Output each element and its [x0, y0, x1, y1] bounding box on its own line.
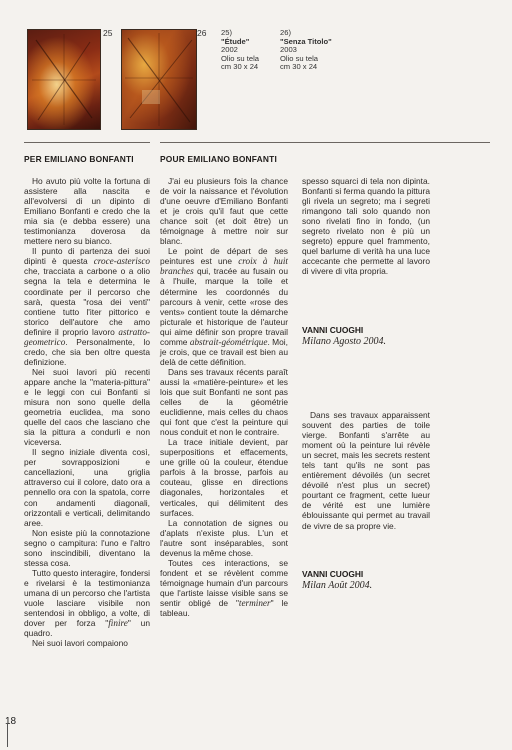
italian-emphasis: finire [108, 618, 128, 629]
french-paragraph: La connotation de signes ou d'aplats n'existe plus. L'un et l'autre sont inséparables, sont devenus la même chose. [160, 517, 288, 558]
rule-left [24, 142, 150, 143]
italian-paragraph [24, 568, 150, 638]
italian-continuation [302, 176, 430, 276]
italian-signature: VANNI CUOGHI [302, 325, 364, 335]
french-continuation-text: Dans ses travaux apparaissent souvent des parties de toile vierge. Bonfanti s'arrête au moment où la peinture lui révèle un secret, mais les secrets restent tels tant qu'ils ne sont pas entièrement dévoilés (un secret dévoilé n'est plus un secret) pourtant ce fragment, cette lueur de vérité est une lumière éblouissante qui permet au travail de vivre de sa propre vie. [302, 410, 430, 531]
italian-text: " un quadro. [24, 618, 150, 639]
page-number: 18 [5, 716, 17, 727]
italian-paragraph: Non esiste più la connotazione segno o campitura: l'uno e l'altro sono inscindibili, diventano la stessa cosa. [24, 527, 150, 568]
italian-signature-place: Milano Agosto 2004. [302, 336, 386, 347]
italian-emphasis: astratto-geometrico [24, 326, 150, 347]
italian-paragraph: Nei suoi lavori compaiono [32, 638, 128, 649]
french-text: Toutes ces interactions, se fondent et se révèlent comme témoignage humain d'un parcours que l'artiste laisse visible sans se sentir obligé de " [160, 557, 288, 608]
artwork-26-number: 26 [197, 28, 207, 38]
caption-number: 25) [221, 28, 232, 37]
artwork-25-number: 25 [103, 28, 113, 38]
french-paragraph [160, 558, 288, 618]
french-signature-place: Milan Août 2004. [302, 580, 373, 591]
french-text: . Moi, je crois, que ce travail est bien au delà de cette définition. [160, 336, 288, 367]
caption-title: "Étude" [221, 36, 250, 46]
italian-paragraph [24, 246, 150, 367]
italian-heading: PER EMILIANO BONFANTI [24, 154, 134, 164]
italian-text: Tutto questo interagire, fondersi e rivelarsi è la testimonianza umana di un percorso che l'artista vuole lasciare visibile non sentendosi in obbligo, a volte, di dover per forza " [24, 567, 150, 629]
french-text: Le point de départ de ses peintures est une [160, 246, 288, 267]
french-emphasis: croix à huit branches [160, 256, 288, 277]
caption-title: "Senza Titolo" [280, 36, 332, 46]
french-signature: VANNI CUOGHI [302, 569, 364, 579]
margin-mark [7, 723, 8, 747]
caption-medium: Olio su tela [280, 53, 318, 63]
french-continuation [302, 410, 430, 531]
italian-text: che, tracciata a carbone o a olio segna la tela e determina le coordinate per il percorso che sarà, questa "rosa dei venti" contiene tutto l'iter pittorico e storico dell'autore che amo definire il proprio lavoro [24, 266, 150, 337]
italian-text-column [24, 176, 150, 648]
french-text-column [160, 176, 288, 618]
artwork-25-image [27, 29, 101, 130]
caption-year: 2002 [221, 45, 238, 55]
artwork-26-image [121, 29, 197, 130]
rule-right [160, 142, 490, 143]
french-paragraph [160, 246, 288, 367]
italian-paragraph: Il segno iniziale diventa così, per sovrapposizioni e cancellazioni, una griglia attraverso cui il colore, dato ora a pennello ora con la spatola, corre con andamenti diagonali, orizzontali e verticali, delimitando aree. [24, 447, 150, 528]
french-text: " le tableau. [160, 597, 288, 619]
italian-paragraph: Nei suoi lavori più recenti appare anche la "materia-pittura" e le leggi con cui Bonfanti si misura non sono quelle della geometria euclidea, ma sono quelle del caos che lasciano che sia la pittura a condurli e non viceversa. [24, 366, 150, 448]
italian-text: . Personalmente, lo credo, che sia ben oltre questa definizione. [24, 336, 150, 367]
italian-continuation-text: spesso squarci di tela non dipinta. Bonfanti si ferma quando la pittura gli rivela un segreto; ma i segreti rimangono tali solo quando non sono rivelati fino in fondo, (un segreto rivelato non è più un segreto) eppure quel frammento, quel barlume di verità ha una luce accecante che permette al lavoro di vivere di vita propria. [302, 176, 430, 277]
french-paragraph: La trace initiale devient, par superpositions et effacements, une grille où la couleur, étendue parfois à la brosse, parfois au couteau, glisse en directions diagonales, horizontales et verticales, qui délimitent des surfaces. [160, 437, 288, 518]
caption-number: 26) [280, 28, 291, 37]
italian-text: Il punto di partenza dei suoi dipinti è questa [24, 246, 150, 267]
caption-size: cm 30 x 24 [221, 62, 259, 72]
caption-size: cm 30 x 24 [280, 62, 318, 72]
french-heading: POUR EMILIANO BONFANTI [160, 154, 277, 164]
french-text: qui, tracée au fusain ou à l'huile, marque la toile et détermine les coordonnés du parcours à venir, cette «rose des vents» contient toute la démarche picturale et historique de l'auteur qui aime définir son propre travail comme [160, 266, 288, 347]
italian-emphasis: croce-asterisco [93, 256, 150, 267]
artwork-25-caption [221, 29, 259, 72]
artwork-26-caption [280, 29, 332, 72]
caption-medium: Olio su tela [221, 53, 259, 63]
caption-year: 2003 [280, 45, 297, 55]
italian-paragraph: Ho avuto più volte la fortuna di assistere alla nascita e all'evolversi di un dipinto di Emiliano Bonfanti e credo che la mia sia (e debba essere) una testimonianza doverosa da mettere nero su bianco. [24, 176, 150, 247]
french-paragraph: Dans ses travaux récents paraît aussi la «matière-peinture» et les lois que suit Bonfanti ne sont pas celles de la géométrie euclidienne, mais celles du chaos qui font que c'est la peinture qui nous conduit et non le contraire. [160, 366, 288, 438]
french-emphasis: abstrait-géométrique [189, 336, 268, 347]
french-emphasis: terminer [238, 597, 271, 608]
french-paragraph: J'ai eu plusieurs fois la chance de voir la naissance et l'évolution d'une oeuvre d'Emiliano Bonfanti et je crois qu'il faut que cette chance soit (et doit être) un témoignage à mettre noir sur blanc. [160, 176, 288, 247]
